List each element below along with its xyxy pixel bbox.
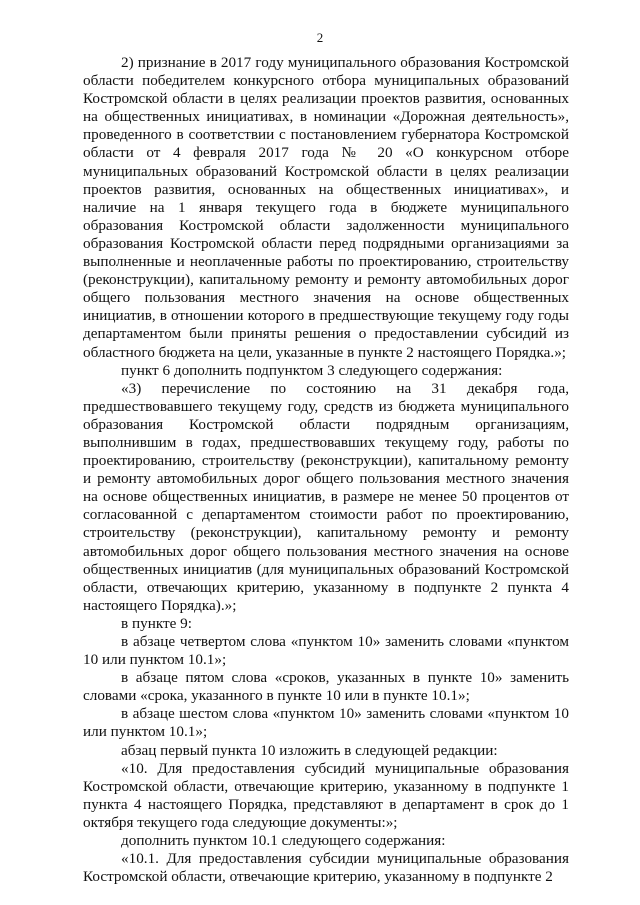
- paragraph-point-10-1: «10.1. Для предоставления субсидии муниципальные образования Костромской области, отвечающие критерию, указанному в подпункте 2: [83, 850, 569, 886]
- paragraph-add-point-10-1: дополнить пунктом 10.1 следующего содержания:: [121, 832, 446, 850]
- paragraph-abzac-4: в абзаце четвертом слова «пунктом 10» заменить словами «пунктом 10 или пунктом 10.1»;: [83, 633, 569, 669]
- page-number: 2: [316, 30, 324, 45]
- paragraph-condition-2: 2) признание в 2017 году муниципального образования Костромской области победителем конкурсного отбора муниципальных образований Костромской области в целях реализации проектов развития, основанных на общественных инициативах, в номинации «Дорожная деятельность», проведенного в соответствии с постановлением губернатора Костромской области от 4 февраля 2017 года № 20 «О конкурсном отборе муниципальных образований Костромской области в целях реализации проектов развития, основанных на общественных инициативах», и наличие на 1 января текущего года в бюджете муниципального образования Костромской области задолженности муниципального образования Костромской области перед подрядными организациями за выполненные и неоплаченные работы по проектированию, строительству (реконструкции), капитальному ремонту и ремонту автомобильных дорог общего пользования местного значения на основе общественных инициатив, в отношении которого в предшествующие текущему году годы департаментом были приняты решения о предоставлении субсидий из областного бюджета на цели, указанные в пункте 2 настоящего Порядка.»;: [83, 54, 569, 361]
- document-body: [83, 54, 569, 886]
- paragraph-point-10: «10. Для предоставления субсидий муниципальные образования Костромской области, отвечающие критерию, указанному в подпункте 1 пункта 4 настоящего Порядка, представляют в департамент в срок до 1 октября текущего года следующие документы:»;: [83, 759, 569, 831]
- paragraph-subpoint-3: «3) перечисление по состоянию на 31 декабря года, предшествовавшего текущему году, средств из бюджета муниципального образования Костромской области подрядным организациям, выполнившим в годах, предшествовавших текущему году, работы по проектированию, строительству (реконструкции), капитальному ремонту и ремонту автомобильных дорог общего пользования местного значения на основе общественных инициатив, в размере не менее 50 процентов от согласованной с департаментом стоимости работ по проектированию, строительству (реконструкции), капитальному ремонту и ремонту автомобильных дорог общего пользования местного значения на основе общественных инициатив (для муниципальных образований Костромской области, отвечающих критерию, указанному в подпункте 2 пункта 4 настоящего Порядка).»;: [83, 379, 569, 614]
- paragraph-point-10-intro: абзац первый пункта 10 изложить в следующей редакции:: [121, 741, 498, 759]
- paragraph-abzac-6: в абзаце шестом слова «пунктом 10» заменить словами «пунктом 10 или пунктом 10.1»;: [83, 705, 569, 741]
- paragraph-abzac-5: в абзаце пятом слова «сроков, указанных в пункте 10» заменить словами «срока, указанного в пункте 10 или в пункте 10.1»;: [83, 669, 569, 705]
- paragraph-point-9: в пункте 9:: [121, 614, 192, 632]
- paragraph-amend-point-6: пункт 6 дополнить подпунктом 3 следующего содержания:: [121, 361, 503, 379]
